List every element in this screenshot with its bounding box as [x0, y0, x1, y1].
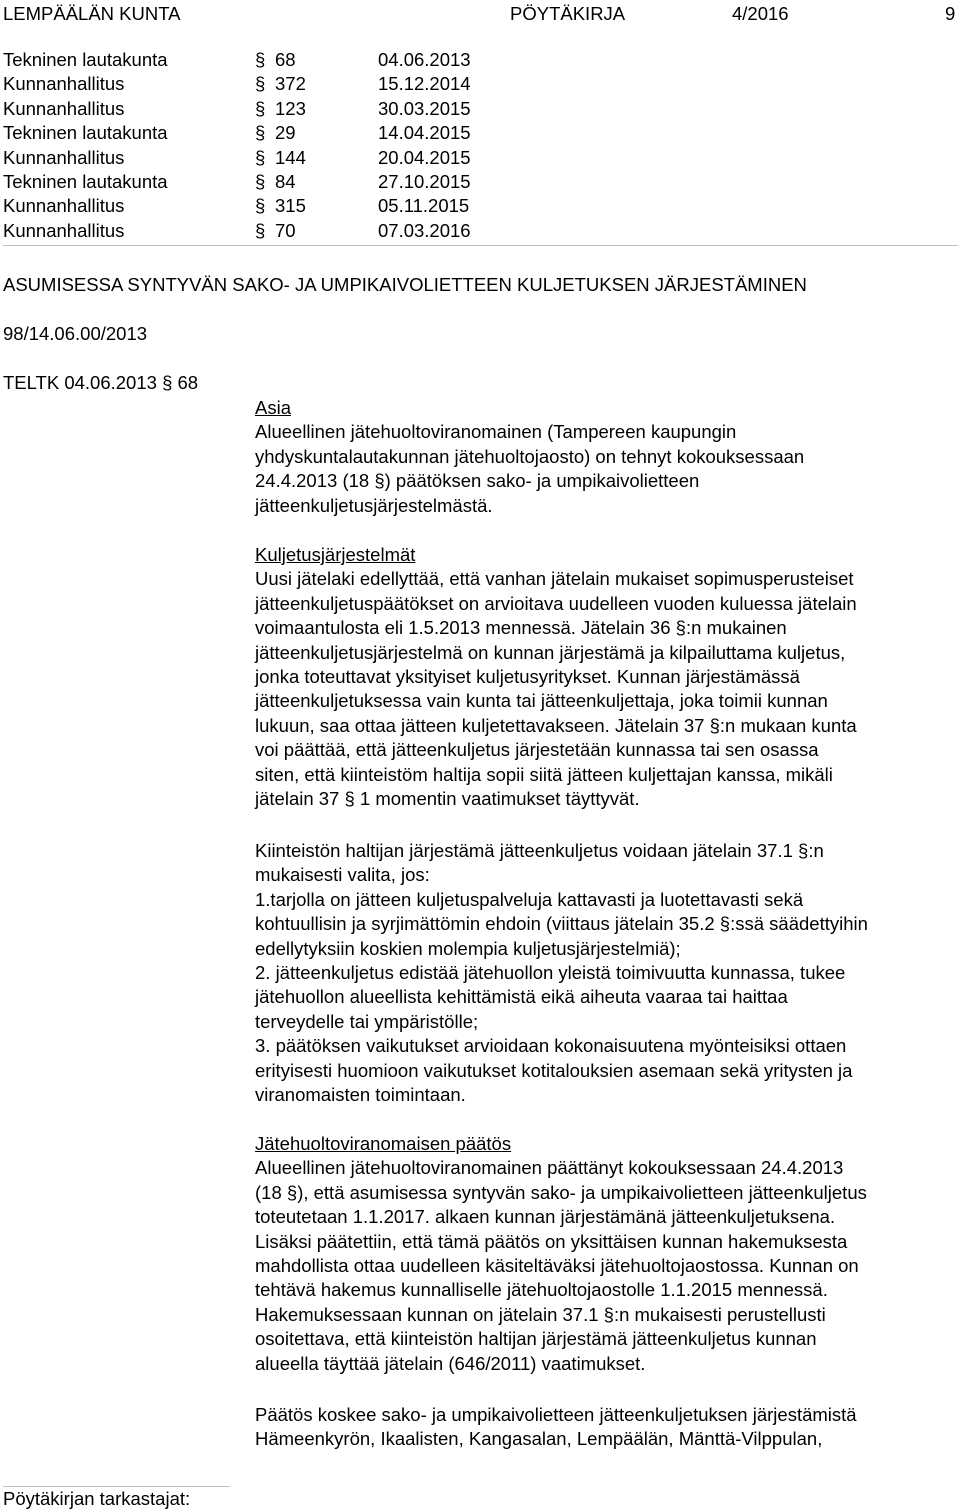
paragraph-line: siten, että kiinteistöm haltija sopii siitä jätteen kuljettajan kanssa, mikäli	[255, 763, 833, 785]
paragraph-line: jätteenkuljetusjärjestelmä on kunnan järjestämä ja kilpailuttama kuljetus,	[255, 641, 846, 663]
document-number: 4/2016	[732, 3, 789, 24]
history-date: 30.03.2015	[378, 97, 471, 119]
paragraph-line: mahdollista ottaa uudelleen käsiteltäväksi jätehuoltojaostossa. Kunnan on	[255, 1255, 859, 1277]
paatos-heading: Jätehuoltoviranomaisen päätös	[255, 1133, 512, 1154]
page-number: 9	[945, 3, 956, 24]
history-date: 07.03.2016	[378, 219, 471, 241]
paragraph-line: yhdyskuntalautakunnan jätehuoltojaosto) on tehnyt kokouksessaan	[255, 445, 805, 467]
section-sign-icon: §	[374, 470, 385, 492]
history-row	[3, 170, 959, 194]
item-title: ASUMISESSA SYNTYVÄN SAKO- JA UMPIKAIVOLIETTEEN KULJETUKSEN JÄRJESTÄMINEN	[3, 274, 807, 295]
footer-divider	[3, 1486, 230, 1487]
asia-section	[255, 396, 804, 518]
history-row	[3, 219, 959, 243]
paragraph-line: viranomaisten toimintaan.	[255, 1084, 466, 1106]
paragraph-line: edellytyksiin koskien molempia kuljetusjärjestelmiä);	[255, 937, 681, 959]
paragraph-line: Hakemuksessaan kunnan on jätelain 37.1 §:n mukaisesti perustellusti	[255, 1303, 826, 1325]
section-sign-icon: §	[255, 195, 266, 217]
paragraph-line: osoitettava, että kiinteistön haltijan järjestämä jätteenkuljetus kunnan	[255, 1328, 817, 1350]
paragraph-line: 1.tarjolla on jätteen kuljetuspalveluja kattavasti ja luotettavasti sekä	[255, 888, 804, 910]
history-body: Kunnanhallitus	[3, 146, 125, 168]
section-sign-icon: §	[255, 219, 266, 241]
history-row	[3, 72, 959, 96]
kuljetus-heading: Kuljetusjärjestelmät	[255, 544, 416, 565]
section-sign-icon: §	[255, 170, 266, 192]
history-date: 04.06.2013	[378, 49, 471, 70]
kuljetus-section	[255, 543, 857, 811]
history-body: Kunnanhallitus	[3, 195, 125, 217]
history-section: 372	[275, 73, 306, 95]
section-sign-icon: §	[255, 97, 266, 119]
municipality-name: LEMPÄÄLÄN KUNTA	[3, 3, 181, 24]
paragraph-line: lukuun, saa ottaa jätteen kuljetettavakseen. Jätelain 37 §:n mukaan kunta	[255, 714, 857, 736]
section-sign-icon: §	[344, 788, 355, 810]
paragraph-line: toteutetaan 1.1.2017. alkaen kunnan järjestämänä jätteenkuljetuksena.	[255, 1206, 836, 1228]
paragraph-line: Lisäksi päätettiin, että tämä päätös on yksittäisen kunnan hakemuksesta	[255, 1230, 848, 1252]
paragraph-line: 2. jätteenkuljetus edistää jätehuollon yleistä toimivuutta kunnassa, tukee	[255, 962, 846, 984]
paragraph-line: Kiinteistön haltijan järjestämä jätteenkuljetus voidaan jätelain 37.1 §:n	[255, 840, 824, 861]
section-sign-icon: §	[603, 1303, 614, 1325]
history-section: 29	[275, 122, 296, 144]
meeting-reference	[3, 372, 198, 394]
paragraph-line: mukaisesti valita, jos:	[255, 864, 430, 886]
document-type: PÖYTÄKIRJA	[510, 3, 626, 24]
paragraph-line: jonka toteuttavat yksityiset kuljetusyritykset. Kunnan järjestämässä	[255, 666, 800, 688]
koskee-section	[255, 1403, 857, 1452]
paragraph-line: Alueellinen jätehuoltoviranomainen (Tampereen kaupungin	[255, 421, 737, 443]
history-row	[3, 97, 959, 121]
history-body: Kunnanhallitus	[3, 97, 125, 119]
paragraph-line: jätteenkuljetuksessa vain kunta tai jätteenkuljettaja, joka toimii kunnan	[255, 690, 828, 712]
section-sign-icon: §	[255, 73, 266, 95]
history-section: 68	[275, 49, 296, 70]
history-body: Tekninen lautakunta	[3, 122, 168, 144]
paragraph-line: kohtuullisin ja syrjimättömin ehdoin (viittaus jätelain 35.2 §:ssä säädettyihin	[255, 913, 868, 935]
section-sign-icon: §	[255, 146, 266, 168]
paragraph-line: Uusi jätelaki edellyttää, että vanhan jätelain mukaiset sopimusperusteiset	[255, 568, 854, 590]
kiinteisto-section	[255, 839, 868, 1107]
history-date: 14.04.2015	[378, 122, 471, 144]
history-section: 123	[275, 97, 306, 119]
paragraph-line: jätelain 37 § 1 momentin vaatimukset täyttyvät.	[255, 788, 640, 810]
paragraph-line: jätteenkuljetuspäätökset on arvioitava uudelleen vuoden kuluessa jätelain	[255, 592, 857, 614]
paragraph-line: erityisesti huomioon vaikutukset kotitalouksien asemaan sekä yritysten ja	[255, 1059, 853, 1081]
history-section: 144	[275, 146, 306, 168]
section-sign-icon: §	[255, 122, 266, 144]
history-row	[3, 48, 959, 72]
meeting-reference-prefix: TELTK 04.06.2013	[3, 372, 157, 393]
section-divider	[3, 245, 958, 246]
paragraph-line: Päätös koskee sako- ja umpikaivolietteen jätteenkuljetuksen järjestämistä	[255, 1404, 857, 1425]
paragraph-line: Hämeenkyrön, Ikaalisten, Kangasalan, Lempäälän, Mänttä-Vilppulan,	[255, 1428, 823, 1450]
footer-reviewers-label: Pöytäkirjan tarkastajat:	[3, 1488, 191, 1509]
paragraph-line: (18 §), että asumisessa syntyvän sako- ja umpikaivolietteen jätteenkuljetus	[255, 1181, 867, 1203]
section-sign-icon: §	[719, 913, 731, 935]
meeting-reference-number: 68	[177, 372, 199, 393]
paragraph-line: voi päättää, että jätteenkuljetus järjestetään kunnassa tai sen osassa	[255, 739, 819, 761]
history-section: 84	[275, 170, 296, 192]
history-date: 20.04.2015	[378, 146, 471, 168]
paragraph-line: voimaantulosta eli 1.5.2013 mennessä. Jätelain 36 §:n mukainen	[255, 617, 787, 639]
paragraph-line: tehtävä hakemus kunnalliselle jätehuoltojaostolle 1.1.2015 mennessä.	[255, 1279, 828, 1301]
history-row	[3, 121, 959, 145]
history-table	[3, 48, 959, 243]
history-body: Kunnanhallitus	[3, 73, 125, 95]
history-row	[3, 146, 959, 170]
section-sign-icon: §	[162, 372, 173, 393]
paragraph-line: jätteenkuljetusjärjestelmästä.	[255, 494, 493, 516]
paragraph-line: Alueellinen jätehuoltoviranomainen päättänyt kokouksessaan 24.4.2013	[255, 1157, 844, 1179]
history-row	[3, 194, 959, 218]
section-sign-icon: §	[255, 49, 266, 70]
history-body: Kunnanhallitus	[3, 219, 125, 241]
asia-heading: Asia	[255, 397, 291, 418]
history-date: 27.10.2015	[378, 170, 471, 192]
paragraph-line: jätehuollon alueellista kehittämistä eikä aiheuta vaaraa tai haittaa	[255, 986, 788, 1008]
history-date: 05.11.2015	[378, 195, 470, 217]
paragraph-line: alueella täyttää jätelain (646/2011) vaatimukset.	[255, 1352, 646, 1374]
section-sign-icon: §	[798, 840, 809, 861]
section-sign-icon: §	[675, 617, 686, 639]
history-section: 315	[275, 195, 306, 217]
history-body: Tekninen lautakunta	[3, 170, 168, 192]
paragraph-line: terveydelle tai ympäristölle;	[255, 1010, 479, 1032]
history-body: Tekninen lautakunta	[3, 49, 168, 70]
paragraph-line: 24.4.2013 (18 §) päätöksen sako- ja umpikaivolietteen	[255, 470, 700, 492]
history-section: 70	[275, 219, 296, 241]
record-id: 98/14.06.00/2013	[3, 323, 148, 344]
paragraph-line: 3. päätöksen vaikutukset arvioidaan kokonaisuutena myönteisiksi ottaen	[255, 1035, 847, 1057]
section-sign-icon: §	[286, 1181, 298, 1203]
history-date: 15.12.2014	[378, 73, 471, 95]
section-sign-icon: §	[709, 714, 720, 736]
paatos-section	[255, 1132, 867, 1376]
